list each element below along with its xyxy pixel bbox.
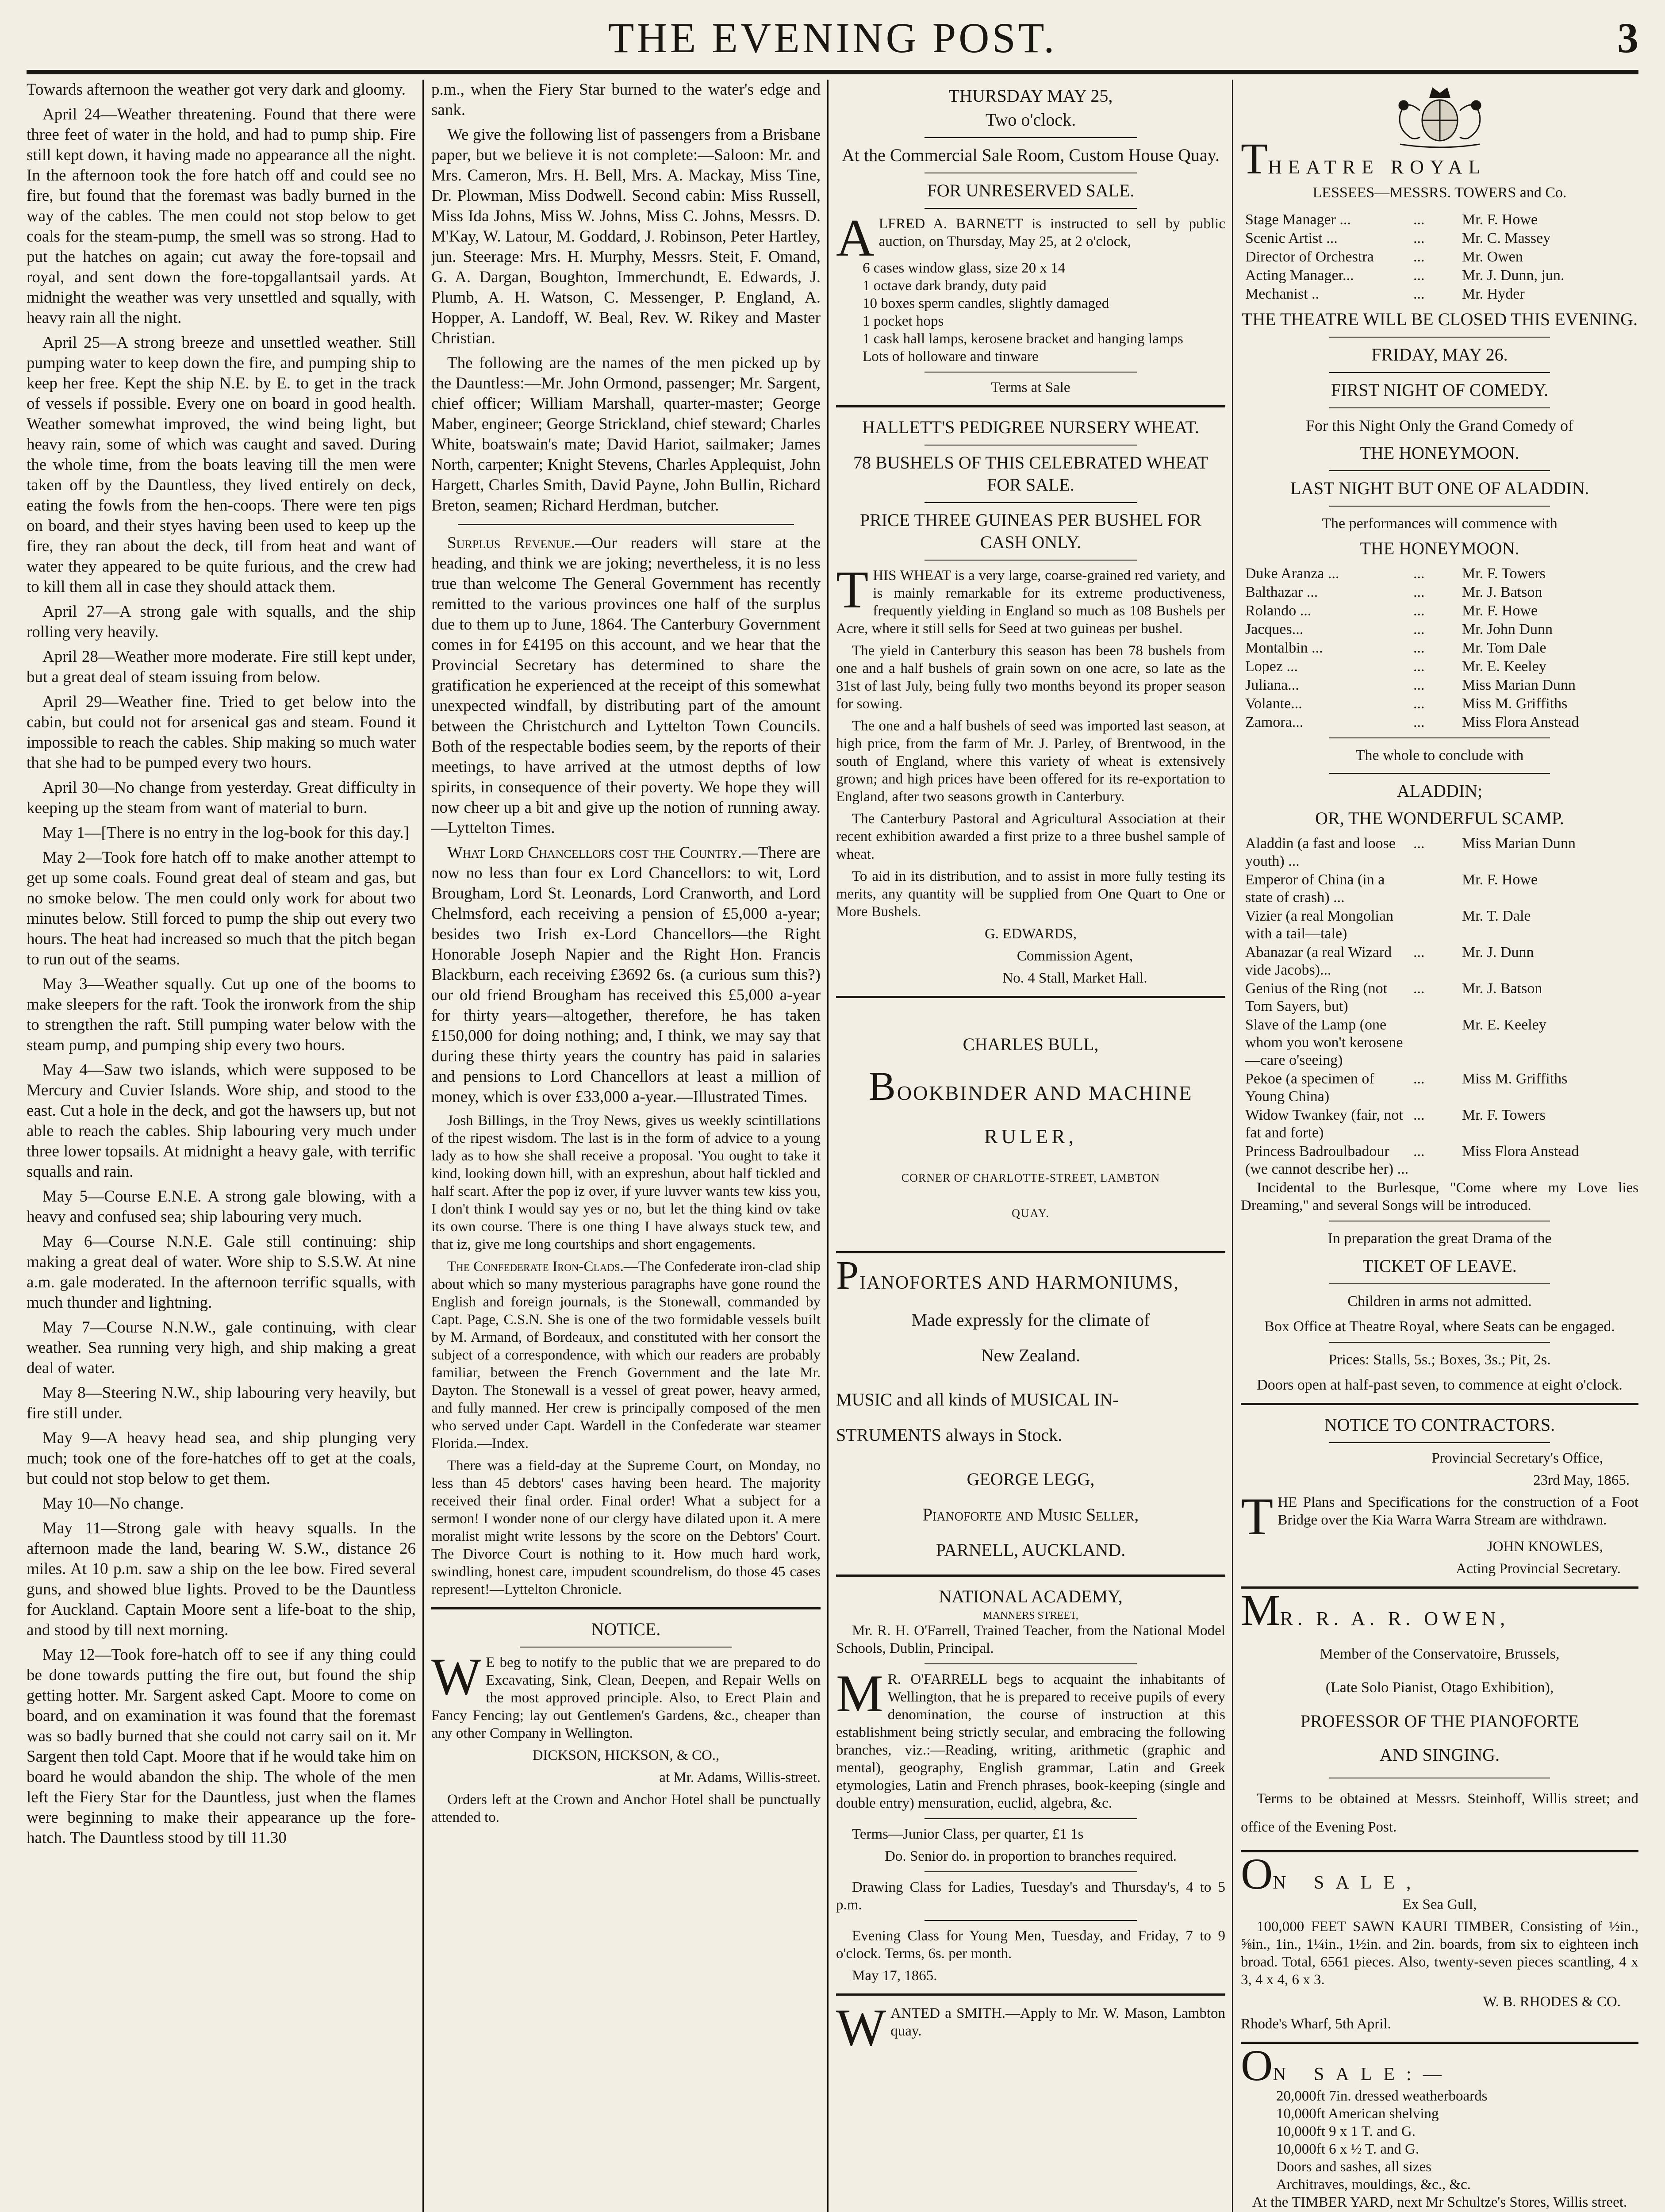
dropcap-t: T bbox=[836, 560, 869, 619]
conclude-line: The whole to conclude with bbox=[1355, 747, 1524, 764]
advert-divider bbox=[836, 1993, 1225, 1996]
staff-row: Mechanist .. ... Mr. Hyder bbox=[1245, 286, 1525, 302]
surplus-revenue-article: Surplus Revenue.—Our readers will stare at the heading, and think we are joking; nevertheless, it is no less true than welcome The General Government has recently remitted to the various provinces one half of the surplus due to them up to June, 1864. The Canterbury Government comes in for £4195 on this account, and we hear that the Provincial Secretary has determined to share the gratification he experienced at the receipt of this somewhat unexpected windfall, by distributing part of the amount between the Christchurch and Lyttelton Town Councils. Both of the respectable bodies seem, by the reports of their meetings, to have arrived at the utmost depths of low spirits, in consequence of their poverty. We hope they will now cheer up a bit and give up the notion of running away.—Lyttelton Times. bbox=[431, 534, 821, 837]
advert-rule bbox=[925, 1818, 1137, 1819]
advert-rule bbox=[925, 502, 1137, 503]
log-entry: May 10—No change. bbox=[42, 1494, 184, 1513]
advert-divider bbox=[431, 1607, 821, 1609]
theatre-grand-comedy: For this Night Only the Grand Comedy of bbox=[1306, 417, 1573, 434]
column-1-ship-log bbox=[27, 80, 416, 2212]
auction-date: THURSDAY MAY 25, bbox=[948, 86, 1113, 106]
cast-row: Emperor of China (in a state of crash) ... Mr. F. Howe bbox=[1245, 872, 1538, 906]
theatre-lessees: LESSEES—MESSRS. TOWERS and Co. bbox=[1312, 184, 1567, 201]
contractors-signature: JOHN KNOWLES, bbox=[1487, 1539, 1603, 1555]
academy-drawing-class: Drawing Class for Ladies, Tuesday's and Thursday's, 4 to 5 p.m. bbox=[836, 1879, 1225, 1913]
page-number: 3 bbox=[1617, 14, 1638, 61]
contractors-heading: NOTICE TO CONTRACTORS. bbox=[1324, 1415, 1555, 1435]
cast-row: Juliana... ... Miss Marian Dunn bbox=[1245, 677, 1576, 693]
owen-line: AND SINGING. bbox=[1379, 1745, 1500, 1765]
article-title: The Confederate Iron-Clads. bbox=[447, 1259, 624, 1275]
academy-principal: Mr. R. H. O'Farrell, Trained Teacher, from the National Model Schools, Dublin, Principal. bbox=[836, 1623, 1225, 1656]
cast-row: Abanazar (a real Wizard vide Jacobs)... ... Mr. J. Dunn bbox=[1245, 944, 1534, 978]
wheat-paragraph: The yield in Canterbury this season has been 78 bushels from one and a half bushels of grain sown on one acre, so late as the 31st of last July, being fully two months beyond its proper season for sowing. bbox=[836, 643, 1225, 712]
contractors-notice bbox=[1241, 1449, 1638, 1578]
advert-rule bbox=[1329, 1342, 1550, 1343]
sale-signature: W. B. RHODES & CO. bbox=[1483, 1994, 1621, 2010]
box-office-note: Box Office at Theatre Royal, where Seats can be engaged. bbox=[1264, 1318, 1615, 1335]
academy-advert bbox=[836, 1586, 1225, 1985]
cast-row: Volante... ... Miss M. Griffiths bbox=[1245, 695, 1568, 712]
wheat-paragraph: The one and a half bushels of seed was imported last season, at high price, from the farm of Mr. J. Parley, of Brentwood, in the south of England, where this variety of wheat is extensively grown; and high prices have been offered for its re-exportation to England, after two seasons growth in Canterbury. bbox=[836, 718, 1225, 805]
advert-rule bbox=[1329, 1442, 1550, 1443]
auction-place: At the Commercial Sale Room, Custom House Quay. bbox=[842, 145, 1220, 165]
cast-row: Rolando ... ... Mr. F. Howe bbox=[1245, 603, 1538, 619]
list-item: 10,000ft 6 x ½ T. and G. bbox=[1276, 2141, 1419, 2157]
field-day-article: There was a field-day at the Supreme Court, on Monday, no less than 45 debtors' cases having been heard. The majority received their final order. Final order! What a subject for a sermon! I wonder none of our clergy have dilated upon it. A mere moralist might write lessons by the score on the Debtors' Court. The Divorce Court is nothing to it. How much hard work, swindling, honest care, impudent scoundrelism, do those 45 cases represent!—Lyttelton Chronicle. bbox=[431, 1458, 821, 1598]
auction-terms: Terms at Sale bbox=[991, 380, 1070, 396]
list-item: 1 octave dark brandy, duty paid bbox=[863, 278, 1047, 294]
play-title: THE HONEYMOON. bbox=[1360, 538, 1519, 558]
log-entry: May 1—[There is no entry in the log-book for this day.] bbox=[42, 824, 409, 842]
notice-footnote: Orders left at the Crown and Anchor Hotel shall be punctually attended to. bbox=[431, 1792, 821, 1825]
wheat-advert bbox=[836, 560, 1225, 987]
column-rule bbox=[422, 80, 424, 2212]
dropcap-m: M bbox=[836, 1664, 883, 1723]
cast-row: Pekoe (a specimen of Young China) ... Miss M. Griffiths bbox=[1245, 1071, 1568, 1105]
list-item: Lots of holloware and tinware bbox=[863, 349, 1039, 365]
owen-line: PROFESSOR OF THE PIANOFORTE bbox=[1300, 1711, 1579, 1731]
dropcap-t: T bbox=[1241, 1487, 1274, 1546]
wheat-paragraph: The Canterbury Pastoral and Agricultural Association at their recent exhibition awarded a first prize to a three bushel sample of wheat. bbox=[836, 811, 1225, 862]
log-entry: April 24—Weather threatening. Found that there were three feet of water in the hold, and had to pump ship. Fire still kept down, it having made no appearance all the night. In the afternoon took the fore hatch off and could see no fire, but found that the foremast was badly burned in the way of the cables. The men could not stop below to get coals for the steam-pump, the smell was so strong. Had to put the hatches on again; cut away the fore-topsail and royal, and sent down the fore-topgallantsail yards. At midnight the weather was very unsettled and squally, with heavy rain all the night. bbox=[27, 105, 416, 327]
list-item: 6 cases window glass, size 20 x 14 bbox=[863, 260, 1066, 276]
column-4-adverts bbox=[1241, 80, 1638, 2212]
royal-coat-of-arms-icon bbox=[1373, 84, 1506, 150]
theatre-date: FRIDAY, MAY 26. bbox=[1371, 345, 1508, 365]
performance-commence: The performances will commence with bbox=[1322, 515, 1558, 532]
list-item: 20,000ft 7in. dressed weatherboards bbox=[1276, 2088, 1488, 2104]
timber-yard-sale bbox=[1241, 2041, 1638, 2212]
article-divider bbox=[458, 524, 794, 525]
seller-name: GEORGE LEGG, bbox=[967, 1469, 1095, 1489]
cast-row: Montalbin ... ... Mr. Tom Dale bbox=[1245, 640, 1546, 656]
advert-rule bbox=[925, 1871, 1137, 1872]
academy-body: R. O'FARRELL begs to acquaint the inhabitants of Wellington, that he is prepared to receive pupils of every denomination, the course of instruction at this establishment being strictly secular, and embracing the following branches, viz.:—Reading, writing, arithmetic (graphic and mental), geography, English grammar, Latin and Greek etymologies, Latin and French phrases, book-keeping (single and double entry) mensuration, euclid, algebra, &c. bbox=[836, 1671, 1225, 1811]
list-item: 10,000ft 9 x 1 T. and G. bbox=[1276, 2124, 1416, 2139]
notice-address: at Mr. Adams, Willis-street. bbox=[659, 1770, 821, 1786]
advert-rule bbox=[1329, 506, 1550, 507]
log-entry: May 6—Course N.N.E. Gale still continuing: ship making a great deal of water. Wore ship to S.S.W. At nine a.m. gale moderated. In the afternoon terrific squalls, with much thunder and lightning. bbox=[27, 1233, 416, 1312]
sale-ship: Ex Sea Gull, bbox=[1402, 1897, 1477, 1912]
ticket-prices: Prices: Stalls, 5s.; Boxes, 3s.; Pit, 2s. bbox=[1328, 1352, 1551, 1368]
wheat-subheading: 78 BUSHELS OF THIS CELEBRATED WHEAT FOR SALE. bbox=[853, 453, 1208, 495]
bookbinder-address-2: QUAY. bbox=[1012, 1207, 1050, 1220]
notice-signature: DICKSON, HICKSON, & CO., bbox=[532, 1747, 720, 1763]
log-entry: May 11—Strong gale with heavy squalls. In the afternoon made the land, bearing W. S.W., distance 26 miles. At 10 p.m. saw a ship on the lee bow. Fired several guns, and showed blue lights. Proved to be the Dauntless for Auckland. Captain Moore sent a life-boat to the ship, and stood by till next morning. bbox=[27, 1519, 416, 1639]
log-entry: May 2—Took fore hatch off to make another attempt to get up some coals. Found great deal of steam and gas, but no smoke below. The men could only work for about two minutes below. Still forced to pump the ship out every two hours. The heat had increased so much that the pitch began to run out of the seams. bbox=[27, 849, 416, 968]
honeymoon-cast bbox=[1245, 565, 1638, 731]
advert-divider bbox=[836, 405, 1225, 407]
cast-row: Balthazar ... ... Mr. J. Batson bbox=[1245, 584, 1542, 600]
cast-row: Duke Aranza ... ... Mr. F. Towers bbox=[1245, 565, 1546, 582]
column-rule bbox=[827, 80, 829, 2212]
academy-evening-class: Evening Class for Young Men, Tuesday, and Friday, 7 to 9 o'clock. Terms, 6s. per month. bbox=[836, 1928, 1225, 1962]
owen-advert bbox=[1241, 1586, 1638, 1841]
owen-line: Member of the Conservatoire, Brussels, bbox=[1320, 1646, 1560, 1662]
in-preparation: In preparation the great Drama of the bbox=[1327, 1230, 1552, 1247]
last-night-notice: LAST NIGHT BUT ONE OF ALADDIN. bbox=[1290, 478, 1589, 498]
advert-rule bbox=[925, 137, 1137, 138]
list-item: Doors and sashes, all sizes bbox=[1276, 2159, 1432, 2175]
wheat-address: No. 4 Stall, Market Hall. bbox=[1002, 970, 1147, 986]
burlesque-title: ALADDIN; bbox=[1396, 781, 1483, 801]
music-line: STRUMENTS always in Stock. bbox=[836, 1425, 1063, 1445]
academy-street: MANNERS STREET, bbox=[983, 1610, 1078, 1621]
advert-rule bbox=[1329, 773, 1550, 774]
bookbinder-trade-2: RULER, bbox=[984, 1125, 1078, 1148]
log-entry: May 9—A heavy head sea, and ship plunging very much; took one of the fore-hatches off to get at the coals, but could not stop below to get them. bbox=[27, 1429, 416, 1488]
notice-heading: NOTICE. bbox=[591, 1619, 661, 1639]
owen-line: (Late Solo Pianist, Otago Exhibition), bbox=[1325, 1679, 1554, 1696]
advert-divider bbox=[1241, 2042, 1638, 2044]
drama-title: TICKET OF LEAVE. bbox=[1362, 1256, 1517, 1276]
wheat-heading: HALLETT'S PEDIGREE NURSERY WHEAT. bbox=[862, 417, 1199, 437]
dropcap-w: W bbox=[431, 1647, 482, 1706]
seller-place: PARNELL, AUCKLAND. bbox=[936, 1540, 1126, 1560]
article-title: What Lord Chancellors cost the Country. bbox=[447, 844, 742, 862]
header-rule bbox=[27, 70, 1638, 74]
wheat-paragraph: HIS WHEAT is a very large, coarse-grained red variety, and is mainly remarkable for its extreme productiveness, frequently yielding in England so much as 108 Bushels per Acre, where it still sells for Seed at two guineas per bushel. bbox=[836, 568, 1225, 637]
academy-date: May 17, 1865. bbox=[852, 1968, 937, 1984]
auction-time: Two o'clock. bbox=[985, 110, 1076, 130]
cast-row: Princess Badroulbadour (we cannot describe her) ... ... Miss Flora Anstead bbox=[1245, 1143, 1579, 1177]
theatre-closed: THE THEATRE WILL BE CLOSED THIS EVENING. bbox=[1241, 309, 1638, 329]
advert-divider bbox=[1241, 1850, 1638, 1852]
advert-divider bbox=[836, 1575, 1225, 1577]
article-continuation: p.m., when the Fiery Star burned to the water's edge and sank. bbox=[431, 81, 821, 119]
academy-terms: Do. Senior do. in proportion to branches required. bbox=[885, 1848, 1177, 1864]
list-item: 1 pocket hops bbox=[863, 313, 944, 329]
advert-divider bbox=[1241, 1586, 1638, 1589]
timber-yard-location: At the TIMBER YARD, next Mr Schultze's Stores, Willis street. bbox=[1252, 2194, 1627, 2210]
smith-wanted-advert bbox=[836, 1998, 1225, 2057]
column-2-news bbox=[431, 80, 821, 2212]
timber-items bbox=[1276, 2087, 1638, 2193]
contractors-date: 23rd May, 1865. bbox=[1533, 1472, 1630, 1488]
wheat-signature: G. EDWARDS, bbox=[984, 926, 1077, 942]
advert-rule bbox=[1329, 737, 1550, 738]
advert-rule bbox=[1329, 337, 1550, 338]
list-item: 1 cask hall lamps, kerosene bracket and hanging lamps bbox=[863, 331, 1183, 347]
advert-rule bbox=[925, 1920, 1137, 1921]
list-item: 10,000ft American shelving bbox=[1276, 2106, 1439, 2122]
academy-heading: NATIONAL ACADEMY, bbox=[939, 1586, 1123, 1606]
rescued-crew-list: The following are the names of the men picked up by the Dauntless:—Mr. John Ormond, passenger; Mr. Sargent, chief officer; William Marshall, quarter-master; George Maber, engineer; George Strickland, chief steward; Charles White, boatswain's mate; David Hariot, sailmaker; James North, carpenter; Knight Stevens, Charles Applequist, John Hargett, Charles Smith, David Payne, John Bullin, Richard Breton, seamen; Richard Herdman, butcher. bbox=[431, 354, 821, 515]
cast-row: Lopez ... ... Mr. E. Keeley bbox=[1245, 658, 1546, 675]
contractors-body: HE Plans and Specifications for the construction of a Foot Bridge over the Kia Warra Warra Stream are withdrawn. bbox=[1278, 1494, 1638, 1528]
excavating-notice bbox=[431, 1647, 821, 1826]
cast-row: Aladdin (a fast and loose youth) ... ... Miss Marian Dunn bbox=[1245, 835, 1576, 869]
log-entry: April 25—A strong breeze and unsettled weather. Still pumping water to keep down the fire, and pumping ship to keep her free. Kept the ship N.E. by E. to get in the track of vessels if possible. Every one on board in good health. Weather somewhat improved, the wind being light, but heavy rain, some of which was caught and saved. During the whole time, from the boats leaving till the men were taken off by the Dauntless, they lived entirely on deck, eating the fowls from the hen-coops. There were ten pigs on board, and their styes having been used to keep up the fire, they ran about the deck, till from heat and want of water they appeared to be quite furious, and the crew had to kill them all in case they should attack them. bbox=[27, 334, 416, 596]
auction-advert bbox=[836, 208, 1225, 396]
article-title: Surplus Revenue. bbox=[447, 534, 575, 552]
wheat-paragraph: To aid in its distribution, and to assist in more fully testing its merits, any quantity will be supplied from One Quart to One or More Bushels. bbox=[836, 868, 1225, 920]
cast-row: Slave of the Lamp (one whom you won't kerosene—care o'seeing) Mr. E. Keeley bbox=[1245, 1017, 1546, 1068]
cast-row: Genius of the Ring (not Tom Sayers, but) ... Mr. J. Batson bbox=[1245, 980, 1542, 1014]
auction-items bbox=[863, 259, 1225, 365]
column-3-adverts bbox=[836, 80, 1225, 2212]
advert-rule bbox=[1329, 1283, 1550, 1284]
bookbinder-name: CHARLES BULL, bbox=[963, 1034, 1099, 1054]
auction-heading: FOR UNRESERVED SALE. bbox=[927, 180, 1135, 200]
theatre-first-night: FIRST NIGHT OF COMEDY. bbox=[1331, 380, 1549, 400]
dropcap-a: A bbox=[836, 208, 875, 267]
log-entry: May 5—Course E.N.E. A strong gale blowing, with a heavy and confused sea; ship labouring very much. bbox=[27, 1187, 416, 1226]
wheat-price: PRICE THREE GUINEAS PER BUSHEL FOR CASH ONLY. bbox=[859, 510, 1202, 552]
staff-row: Scenic Artist ... ... Mr. C. Massey bbox=[1245, 230, 1551, 246]
advert-rule bbox=[925, 372, 1137, 373]
list-item: 10 boxes sperm candles, slightly damaged bbox=[863, 296, 1109, 311]
advert-divider bbox=[1241, 1403, 1638, 1405]
sale-heading: ON SALE, bbox=[1241, 1849, 1423, 1898]
passenger-list: We give the following list of passengers from a Brisbane paper, but we believe it is not complete:—Saloon: Mr. and Mrs. Cameron, Mrs. H. Bell, Mrs. A. Mackay, Miss Tine, Dr. Plowman, Miss Dodwell. Second cabin: Miss Russell, Miss Ida Johns, Miss W. Johns, Miss C. Johns, Messrs. D. M'Kay, W. Latour, M. Goddard, J. Robinson, Peter Hartley, jun. Steerage: Mrs. H. Murphy, Messrs. Steit, F. Omand, G. A. Dargan, Boughton, Immerchundt, E. Edwards, J. Plumb, A. H. Watson, C. Messenger, P. England, A. Hopper, A. Landoff, W. Beal, Rev. W. Rikey and Master Christian. bbox=[431, 126, 821, 347]
log-entry: April 30—No change from yesterday. Great difficulty in keeping up the steam from want of material to burn. bbox=[27, 779, 416, 817]
sale-wharf: Rhode's Wharf, 5th April. bbox=[1241, 2016, 1391, 2032]
dropcap-w: W bbox=[836, 1998, 886, 2057]
bookbinder-advert bbox=[836, 1007, 1225, 1242]
log-entry: Towards afternoon the weather got very dark and gloomy. bbox=[27, 81, 406, 99]
contractors-title: Acting Provincial Secretary. bbox=[1456, 1561, 1621, 1577]
owen-heading: MR. R. A. R. OWEN, bbox=[1241, 1586, 1510, 1635]
advert-divider bbox=[836, 996, 1225, 998]
pianoforte-heading: PIANOFORTES AND HARMONIUMS, bbox=[836, 1252, 1179, 1298]
log-entry: April 28—Weather more moderate. Fire still kept under, but a great deal of steam issuing from below. bbox=[27, 648, 416, 686]
burlesque-subtitle: OR, THE WONDERFUL SCAMP. bbox=[1315, 808, 1564, 828]
newspaper-masthead: THE EVENING POST. bbox=[608, 14, 1057, 61]
pianoforte-advert bbox=[836, 1252, 1225, 1561]
advert-rule bbox=[925, 1663, 1137, 1664]
owen-terms: Terms to be obtained at Messrs. Steinhoff, Willis street; and office of the Evening Post. bbox=[1241, 1791, 1638, 1835]
advert-rule bbox=[1329, 372, 1550, 373]
bookbinder-address: CORNER OF CHARLOTTE-STREET, LAMBTON bbox=[901, 1171, 1160, 1184]
cast-row: Jacques... ... Mr. John Dunn bbox=[1245, 621, 1553, 637]
log-entry: May 8—Steering N.W., ship labouring very heavily, but fire still under. bbox=[27, 1384, 416, 1422]
contractors-office: Provincial Secretary's Office, bbox=[1431, 1450, 1603, 1466]
doors-open: Doors open at half-past seven, to commence at eight o'clock. bbox=[1257, 1377, 1623, 1393]
page-header bbox=[27, 9, 1638, 75]
log-entry: May 4—Saw two islands, which were supposed to be Mercury and Cuvier Islands. Wore ship, and stood to the east. Cut a hole in the deck, and got the hawsers up, but not able to reach the cables. Ship labouring very much under three lower topsails. At midnight a heavy gale, with terrific squalls and rain. bbox=[27, 1061, 416, 1181]
column-rule bbox=[1232, 80, 1233, 2212]
lord-chancellors-article: What Lord Chancellors cost the Country.—There are now no less than four ex Lord Chancellors: to wit, Lord Brougham, Lord St. Leonards, Lord Cranworth, and Lord Chelmsford, each receiving a pension of £5,000 a-year; besides two Irish ex-Lord Chancellors—the Right Honorable Joseph Napier and the Right Hon. Francis Blackburn, each receiving £3692 6s. (a curious sum this?) our old friend Brougham has received this £5,000 a-year for thirty years—altogether, therefore, he has taken £150,000 for doing nothing; and, I think, we may say that during these thirty years the country has paid in salaries and pensions to Lord Chancellors at least a million of money, which is over £33,000 a-year.—Illustrated Times. bbox=[431, 844, 821, 1106]
academy-terms: Terms—Junior Class, per quarter, £1 1s bbox=[852, 1826, 1084, 1842]
theatre-royal-heading: THEATRE ROYAL bbox=[1241, 134, 1487, 183]
list-item: Architraves, mouldings, &c., &c. bbox=[1276, 2177, 1471, 2193]
log-entry: April 27—A strong gale with squalls, and the ship rolling very heavily. bbox=[27, 603, 416, 641]
cast-row: Vizier (a real Mongolian with a tail—tale) Mr. T. Dale bbox=[1245, 908, 1531, 942]
log-entry: May 12—Took fore-hatch off to see if any thing could be done towards putting the fire out, but found the ship getting hotter. Mr. Sargent asked Capt. Moore to come on board, and on examination it was found that the foremast was so badly burned that she could not carry sail on it. Mr Sargent then told Capt. Moore that if he would take him on board he would abandon the ship. The whole of the men left the Fiery Star for the Dauntless, just when the flames were beginning to make their appearance up the fore-hatch. The Dauntless stood by till 11.30 bbox=[27, 1646, 416, 1847]
staff-row: Acting Manager... ... Mr. J. Dunn, jun. bbox=[1245, 267, 1565, 284]
wheat-agent: Commission Agent, bbox=[1017, 948, 1133, 964]
staff-row: Director of Orchestra ... Mr. Owen bbox=[1245, 249, 1523, 265]
kauri-timber-sale bbox=[1241, 1849, 1638, 2033]
aladdin-cast bbox=[1245, 835, 1638, 1178]
sale-heading: ON SALE:— bbox=[1241, 2041, 1453, 2090]
cast-row: Widow Twankey (fair, not fat and forte) ... Mr. F. Towers bbox=[1245, 1107, 1546, 1141]
children-note: Children in arms not admitted. bbox=[1347, 1293, 1532, 1310]
play-title: THE HONEYMOON. bbox=[1360, 443, 1519, 463]
incidental-note: Incidental to the Burlesque, "Come where my Love lies Dreaming," and several Songs will be introduced. bbox=[1241, 1180, 1638, 1214]
auction-body: LFRED A. BARNETT is instructed to sell by public auction, on Thursday, May 25, at 2 o'clock, bbox=[879, 216, 1225, 250]
log-entry: May 3—Weather squally. Cut up one of the booms to make sleepers for the raft. Took the ironwork from the ship to strengthen the raft. Still pumping water below with the steam pump, and pumping ship every two hours. bbox=[27, 975, 416, 1054]
advert-rule bbox=[1329, 470, 1550, 471]
music-line: MUSIC and all kinds of MUSICAL IN- bbox=[836, 1390, 1119, 1409]
advert-divider bbox=[836, 1251, 1225, 1253]
sale-body: 100,000 FEET SAWN KAURI TIMBER, Consisting of ½in., ⅝in., 1in., 1¼in., 1½in. and 2in. boards, from six to eighteen inch broad. Total, 6561 pieces. Also, twenty-seven pieces scantling, 4 x 3, 4 x 4, 6 x 3. bbox=[1241, 1919, 1638, 1988]
advert-rule bbox=[925, 208, 1137, 209]
notice-body: E beg to notify to the public that we are prepared to do Excavating, Sink, Clean, Deepen, and Repair Wells on the most approved principle. Also, to Erect Plain and Fancy Fencing; lay out Gentlemen's Gardens, &c., cheaper than any other Company in Wellington. bbox=[431, 1655, 821, 1741]
pianoforte-line: Made expressly for the climate of bbox=[911, 1310, 1150, 1330]
theatre-staff-list bbox=[1245, 211, 1638, 303]
advert-rule bbox=[925, 560, 1137, 561]
bookbinder-trade: BOOKBINDER AND MACHINE bbox=[868, 1064, 1193, 1109]
confederate-ironclads-article: The Confederate Iron-Clads.—The Confederate iron-clad ship about which so many mysterious paragraphs have gone round the English and foreign journals, is the Stonewall, commanded by Capt. Page, C.S.N. She is one of the two formidable vessels built by M. Armand, of Bordeaux, and constituted with her consort the subject of a correspondence, with which our readers are probably familiar, between the French Government and the late Mr. Dayton. The Stonewall is a vessel of great power, heavy armed, and fully manned. Her crew is principally composed of the men who served under Capt. Wardell in the Confederate war steamer Florida.—Index. bbox=[431, 1259, 821, 1452]
advert-rule bbox=[1329, 407, 1550, 408]
josh-billings-article: Josh Billings, in the Troy News, gives us weekly scintillations of the ripest wisdom. The last is in the form of advice to a young lady as to how she shall receive a proposal. 'You ought to take it kind, looking down hill, with an expreshun, about half tickled and half scart. After the pop iz over, if yure luvver wants tew kiss you, I don't think I would say yes or no, but let the thing kind ov take its own course. There is one thing I have always stuck tew, and that iz, give me long courtships and short engagements. bbox=[431, 1113, 821, 1252]
pianoforte-line: New Zealand. bbox=[981, 1345, 1081, 1365]
staff-row: Stage Manager ... ... Mr. F. Howe bbox=[1245, 211, 1538, 228]
log-entry: April 29—Weather fine. Tried to get below into the cabin, but could not for arsenical gas and steam. Found it impossible to reach the cables. Ship making so much water that she had to be pumped every two hours. bbox=[27, 693, 416, 772]
log-entry: May 7—Course N.N.W., gale continuing, with clear weather. Sea running very high, and ship making a great deal of water. bbox=[27, 1318, 416, 1377]
seller-trade: Pianoforte and Music Seller, bbox=[922, 1505, 1139, 1525]
cast-row: Zamora... ... Miss Flora Anstead bbox=[1245, 714, 1579, 730]
smith-wanted-body: ANTED a SMITH.—Apply to Mr. W. Mason, Lambton quay. bbox=[890, 2005, 1225, 2039]
